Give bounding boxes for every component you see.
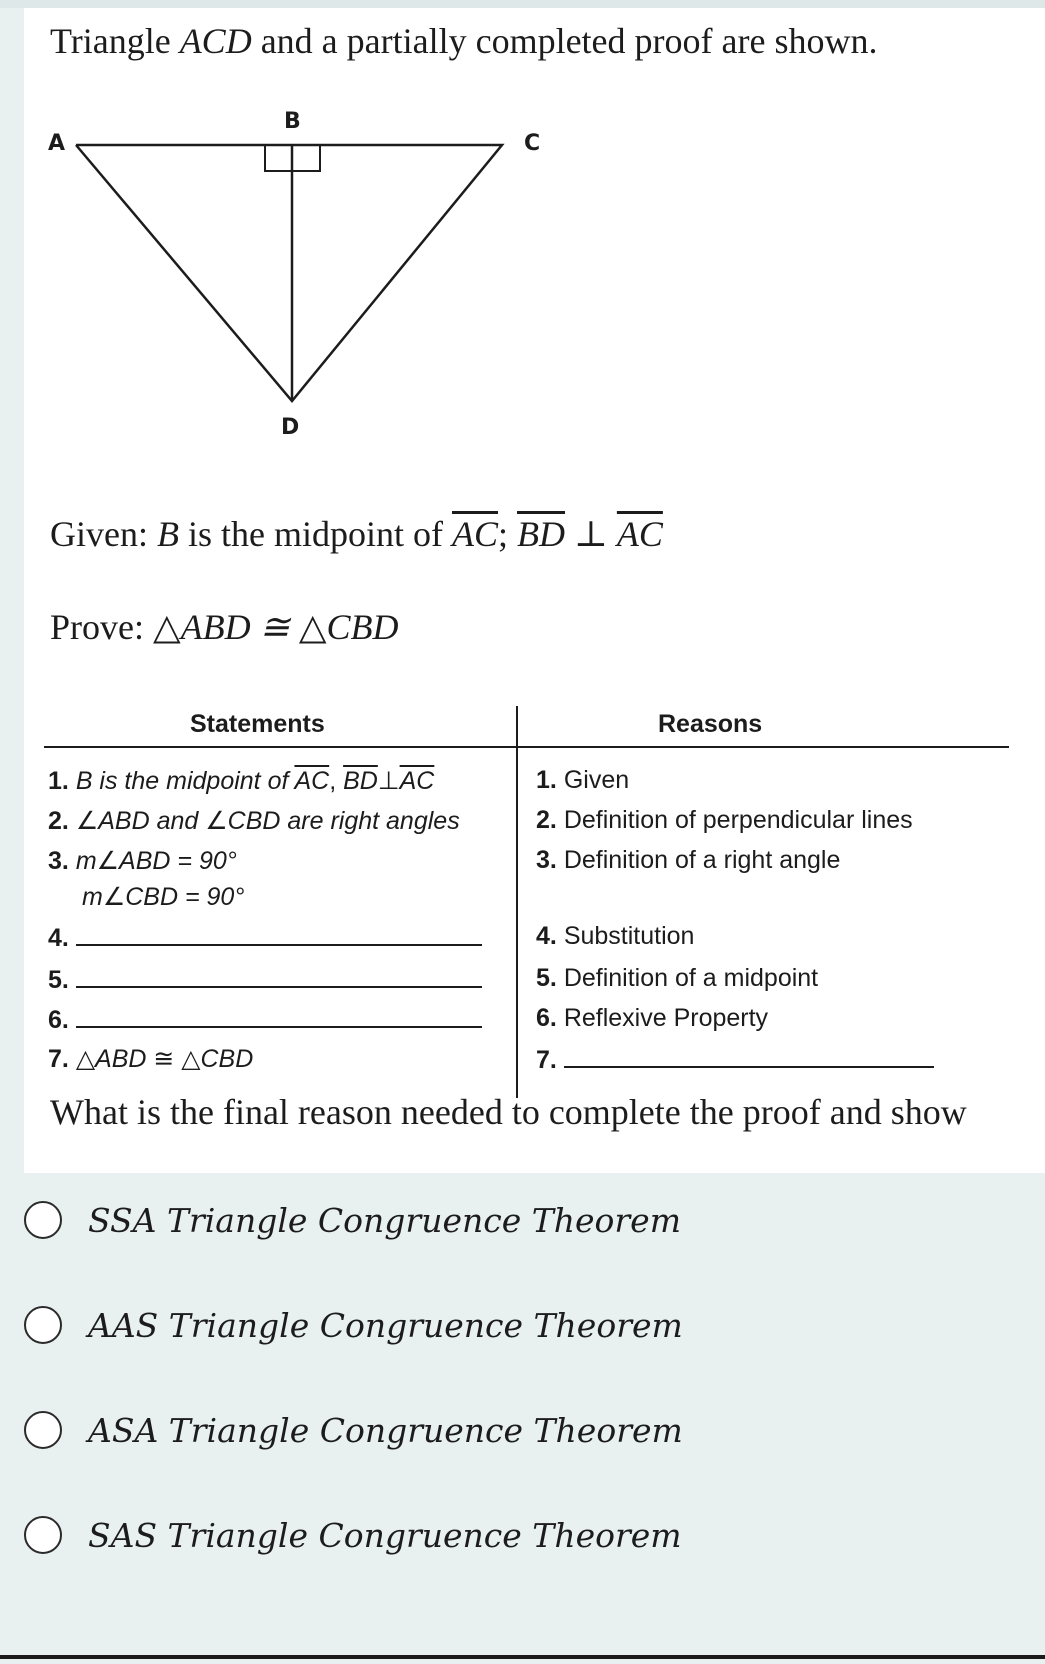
reason-4-num: 4. [536, 922, 557, 950]
triangle-acd [76, 145, 502, 401]
statement-3 [48, 846, 237, 876]
given-segment-ac: $\overline{AC}$ [451, 514, 498, 554]
label-d: D [281, 415, 300, 440]
given-label: Given: [50, 514, 157, 554]
header-rule [44, 746, 1009, 748]
statement-1-seg3: $\overline{AC}$ [399, 767, 435, 795]
statement-5-num: 5. [48, 966, 69, 994]
statement-7 [48, 1044, 253, 1074]
label-b: B [284, 109, 301, 134]
statement-2 [48, 806, 460, 836]
reason-5-text: Definition of a midpoint [563, 964, 819, 992]
prove-line [50, 606, 399, 648]
statement-4-num: 4. [48, 924, 69, 952]
statements-header: Statements [190, 710, 325, 738]
statement-6-blank[interactable] [76, 1004, 482, 1028]
given-line [50, 513, 663, 555]
statement-1 [48, 766, 434, 796]
radio-icon[interactable] [24, 1411, 62, 1449]
given-segment-bd: $\overline{BD}$ [517, 514, 566, 554]
statement-6 [48, 1004, 482, 1035]
reason-2-text: Definition of perpendicular lines [563, 806, 913, 834]
statement-4-blank[interactable] [76, 922, 482, 946]
statement-1-seg2: $\overline{BD}$ [343, 767, 378, 795]
reasons-header: Reasons [658, 710, 763, 738]
statement-3-num: 3. [48, 847, 69, 875]
column-divider [516, 706, 518, 1098]
reason-1-text: Given [563, 766, 630, 794]
radio-icon[interactable] [24, 1306, 62, 1344]
reason-3-text: Definition of a right angle [563, 846, 841, 874]
statement-3b-text: m∠CBD = 90° [82, 883, 245, 911]
statement-3b [82, 882, 244, 912]
option-sas-label: SAS Triangle Congruence Theorem [88, 1515, 682, 1555]
statement-7-text: △ABD ≅ △CBD [75, 1045, 254, 1073]
label-a: A [48, 131, 66, 156]
proof-table [44, 696, 1009, 1096]
label-c: C [524, 131, 541, 156]
perpendicular-symbol: ⊥ [565, 514, 617, 554]
question-card [24, 8, 1045, 1173]
reason-7-blank[interactable] [564, 1044, 934, 1068]
reason-5-num: 5. [536, 964, 557, 992]
statement-1-num: 1. [48, 767, 69, 795]
reason-6 [536, 1004, 768, 1033]
given-segment-ac-2: $\overline{AC}$ [616, 514, 663, 554]
intro-text [50, 20, 877, 62]
statement-1-seg1: $\overline{AC}$ [294, 767, 330, 795]
bottom-rule [0, 1655, 1045, 1659]
given-separator: ; [498, 514, 518, 554]
triangle-figure [24, 98, 584, 443]
question-text: What is the final reason needed to complete the proof and show [50, 1092, 967, 1132]
radio-icon[interactable] [24, 1201, 62, 1239]
intro-before: Triangle [50, 21, 180, 61]
reason-4-text: Substitution [563, 922, 695, 950]
option-aas-label: AAS Triangle Congruence Theorem [88, 1305, 683, 1345]
given-text: is the midpoint of [178, 514, 452, 554]
reason-2 [536, 806, 913, 835]
statement-6-num: 6. [48, 1006, 69, 1034]
option-asa-label: ASA Triangle Congruence Theorem [88, 1410, 683, 1450]
reason-6-num: 6. [536, 1004, 557, 1032]
reason-6-text: Reflexive Property [563, 1004, 769, 1032]
reason-3 [536, 846, 840, 875]
option-aas[interactable] [24, 1300, 683, 1350]
reason-3-num: 3. [536, 846, 557, 874]
statement-1-mid: , [329, 767, 344, 795]
option-ssa-label: SSA Triangle Congruence Theorem [88, 1200, 681, 1240]
reason-5 [536, 964, 818, 993]
radio-icon[interactable] [24, 1516, 62, 1554]
reason-7 [536, 1044, 934, 1075]
statement-2-text: ∠ABD and ∠CBD are right angles [75, 807, 460, 835]
reason-7-num: 7. [536, 1046, 557, 1074]
statement-5 [48, 964, 482, 995]
reason-1 [536, 766, 629, 795]
statement-1-pre: B is the midpoint of [75, 767, 295, 795]
reason-2-num: 2. [536, 806, 557, 834]
statement-3-text: m∠ABD = 90° [75, 847, 237, 875]
intro-after: and a partially completed proof are shown. [251, 21, 878, 61]
option-sas[interactable] [24, 1510, 682, 1560]
reason-4 [536, 922, 694, 951]
prove-label: Prove: [50, 607, 153, 647]
top-strip [0, 0, 1045, 8]
intro-triangle: ACD [179, 21, 252, 61]
option-asa[interactable] [24, 1405, 683, 1455]
prove-statement: △ABD ≅ △CBD [153, 607, 399, 647]
given-point: B [156, 514, 179, 554]
reason-1-num: 1. [536, 766, 557, 794]
statement-4 [48, 922, 482, 953]
option-ssa[interactable] [24, 1195, 681, 1245]
statement-7-num: 7. [48, 1045, 69, 1073]
statement-2-num: 2. [48, 807, 69, 835]
statement-5-blank[interactable] [76, 964, 482, 988]
statement-1-perp: ⊥ [377, 767, 400, 795]
